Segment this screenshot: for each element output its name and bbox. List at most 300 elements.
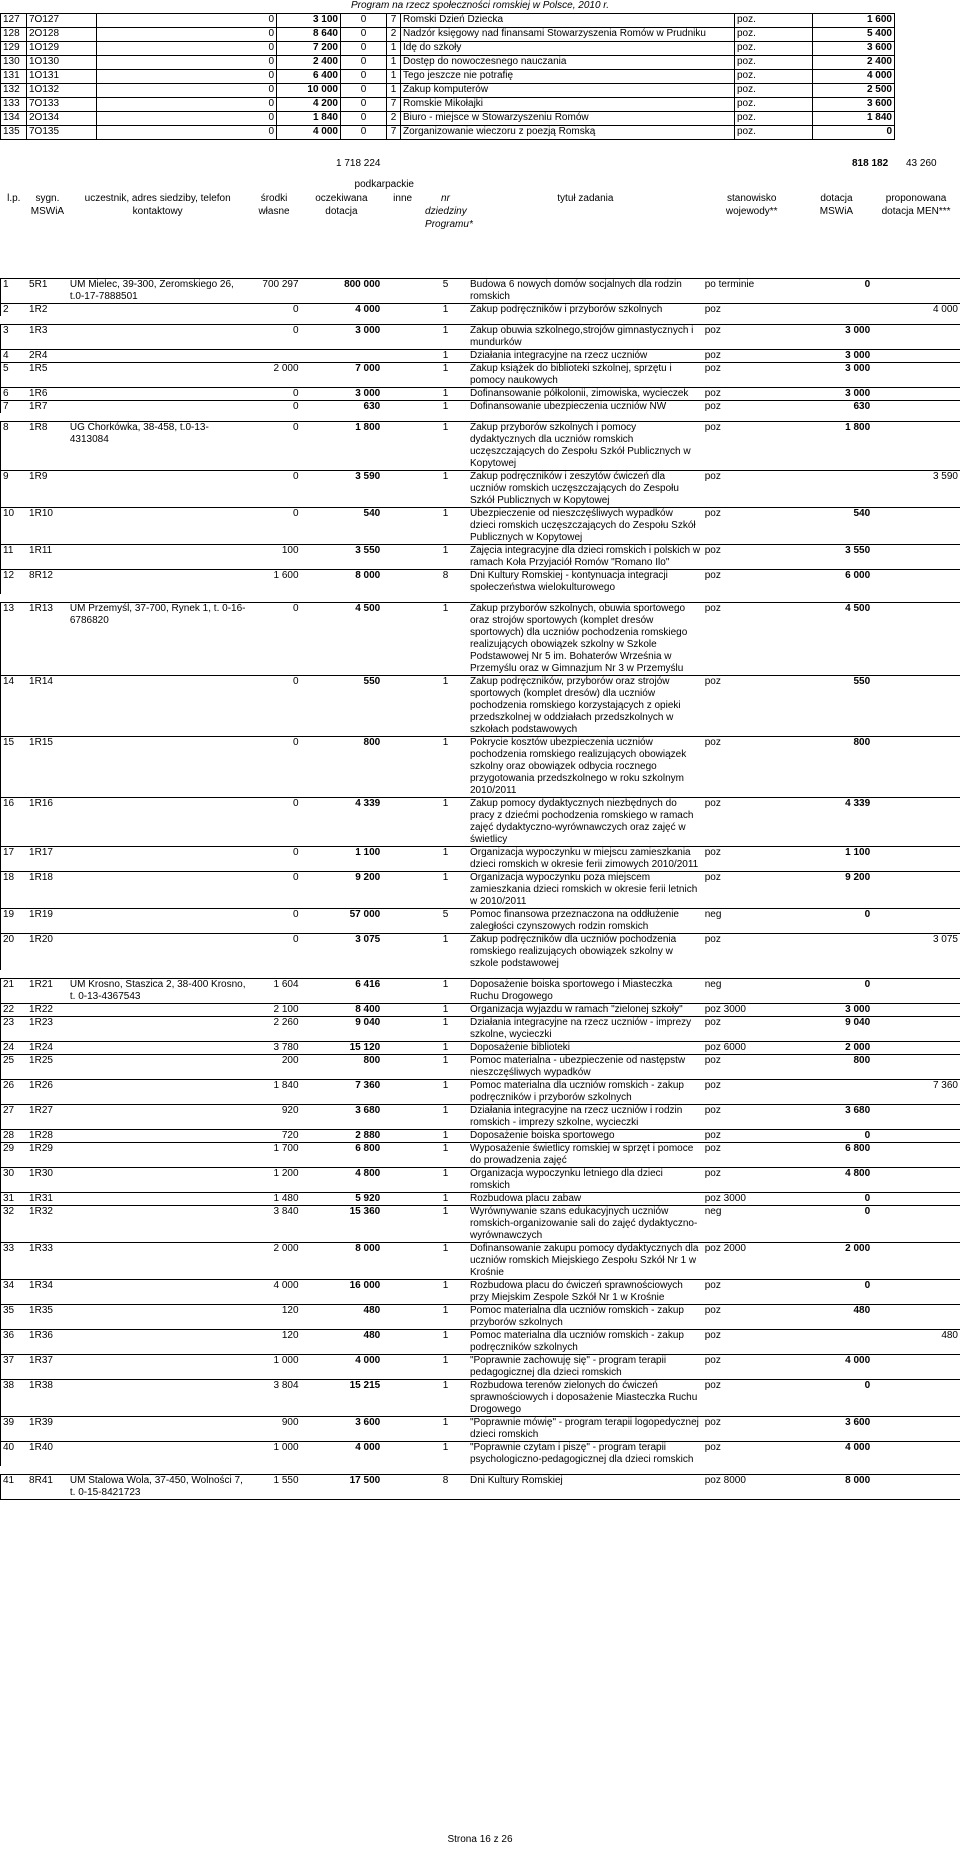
cell-org [68, 1355, 248, 1380]
cell-nr: 1 [423, 979, 468, 1004]
cell-org [68, 1105, 248, 1130]
cell-org [68, 1130, 248, 1143]
cell-st: poz [703, 1280, 801, 1305]
cell-code: 1R10 [27, 508, 68, 545]
cell-own: 0 [248, 401, 301, 414]
group-header: podkarpackie [354, 179, 414, 190]
cell-other: 0 [341, 126, 387, 140]
cell-other [382, 388, 423, 401]
cell-title: "Poprawnie mówię" - program terapii logopedycznej dzieci romskich [468, 1417, 703, 1442]
cell-code: 1R13 [27, 603, 68, 676]
cell-org [68, 388, 248, 401]
cell-st: poz [703, 1130, 801, 1143]
cell-org [68, 847, 248, 872]
table-row [1, 1143, 960, 1168]
total-men: 43 260 [906, 158, 937, 169]
cell-nr: 1 [423, 508, 468, 545]
cell-men [872, 909, 960, 934]
table-row [1, 1168, 960, 1193]
cell-men [872, 545, 960, 570]
cell-code: 1R19 [27, 909, 68, 934]
cell-st: poz [703, 304, 801, 317]
cell-org [68, 1206, 248, 1243]
cell-grant: 4 000 [801, 1442, 872, 1467]
cell-grant: 2 500 [813, 84, 895, 98]
cell-other [382, 909, 423, 934]
cell-no: 23 [1, 1017, 28, 1042]
cell-title: Zakup pomocy dydaktycznych niezbędnych do pracy z dziećmi pochodzenia romskiego w ramach zajęć dydaktyczno-wyrównawczych oraz zajęć w świetlicy [468, 798, 703, 847]
cell-code: 7O127 [27, 14, 97, 28]
cell-est: 7 200 [277, 42, 341, 56]
cell-grant: 9 040 [801, 1017, 872, 1042]
cell-est: 3 100 [277, 14, 341, 28]
cell-st: poz [703, 1380, 801, 1417]
cell-men [872, 872, 960, 909]
cell-nr: 1 [423, 1442, 468, 1467]
cell-title: Zakup przyborów szkolnych i pomocy dydaktycznych dla uczniów romskich uczęszczających do Zespołu Szkół Publicznych w Kopytowej [468, 422, 703, 471]
table-row [1, 1004, 960, 1017]
cell-code: 1R20 [27, 934, 68, 971]
cell-grant: 0 [801, 1206, 872, 1243]
cell-title: Romski Dzień Dziecka [401, 14, 735, 28]
cell-grant: 3 680 [801, 1105, 872, 1130]
cell-other [382, 737, 423, 798]
cell-no: 40 [1, 1442, 28, 1467]
cell-no: 10 [1, 508, 28, 545]
cell-other [382, 676, 423, 737]
table-row [1, 1380, 960, 1417]
cell-men [872, 1004, 960, 1017]
cell-men [872, 1130, 960, 1143]
cell-no: 27 [1, 1105, 28, 1130]
cell-org [68, 1143, 248, 1168]
cell-grant: 0 [801, 1380, 872, 1417]
cell-no: 16 [1, 798, 28, 847]
cell-est: 3 680 [301, 1105, 383, 1130]
cell-st: poz [703, 350, 801, 363]
cell-st: poz [703, 934, 801, 971]
cell-grant: 2 000 [801, 1042, 872, 1055]
cell-other: 0 [341, 98, 387, 112]
cell-grant: 0 [801, 1130, 872, 1143]
cell-est: 6 400 [277, 70, 341, 84]
cell-no: 131 [1, 70, 27, 84]
cell-nr: 1 [423, 603, 468, 676]
cell-own: 700 297 [248, 279, 301, 304]
cell-other [382, 508, 423, 545]
cell-st: poz [703, 1355, 801, 1380]
cell-est: 4 000 [301, 1355, 383, 1380]
cell-own: 1 200 [248, 1168, 301, 1193]
cell-other: 0 [341, 42, 387, 56]
cell-title: Zakup przyborów szkolnych, obuwia sportowego oraz strojów sportowych (komplet dresów sportowych) dla uczniów pochodzenia romskiego realizujących obowiązek szkolny w Szkole Podstawowej Nr 5 im. Bohaterów Września w Przemyślu oraz w Gimnazjum Nr 3 w Przemyślu [468, 603, 703, 676]
cell-grant: 1 100 [801, 847, 872, 872]
col-participant: uczestnik, adres siedziby, telefon kontaktowy [68, 192, 248, 279]
cell-title: Zorganizowanie wieczoru z poezją Romską [401, 126, 735, 140]
cell-org [68, 471, 248, 508]
cell-no: 25 [1, 1055, 28, 1080]
totals-row [0, 158, 960, 172]
cell-st: poz [703, 676, 801, 737]
cell-no: 20 [1, 934, 28, 971]
table-row [1, 401, 960, 414]
cell-nr: 7 [387, 98, 401, 112]
table-row [1, 1130, 960, 1143]
cell-org [68, 1080, 248, 1105]
cell-code: 1R30 [27, 1168, 68, 1193]
cell-org [68, 1168, 248, 1193]
cell-nr: 1 [423, 363, 468, 388]
table-row [1, 1105, 960, 1130]
cell-org [68, 363, 248, 388]
cell-men [872, 325, 960, 350]
cell-grant: 550 [801, 676, 872, 737]
cell-code: 1R40 [27, 1442, 68, 1467]
cell-nr: 1 [423, 1305, 468, 1330]
cell-org [68, 1442, 248, 1467]
cell-own: 1 000 [248, 1355, 301, 1380]
cell-code: 1R39 [27, 1417, 68, 1442]
cell-st: neg [703, 979, 801, 1004]
cell-no: 11 [1, 545, 28, 570]
cell-org [68, 1004, 248, 1017]
cell-est: 540 [301, 508, 383, 545]
cell-st: poz [703, 508, 801, 545]
table-row [1, 872, 960, 909]
cell-title: Pomoc materialna - ubezpieczenie od następstw nieszczęśliwych wypadków [468, 1055, 703, 1080]
cell-own: 0 [97, 112, 277, 126]
cell-grant: 3 000 [801, 1004, 872, 1017]
cell-code: 1R8 [27, 422, 68, 471]
cell-st: poz. [735, 28, 813, 42]
cell-own: 1 700 [248, 1143, 301, 1168]
table-row [1, 545, 960, 570]
cell-code: 1R2 [27, 304, 68, 317]
cell-grant: 5 400 [813, 28, 895, 42]
cell-own: 200 [248, 1055, 301, 1080]
cell-no: 38 [1, 1380, 28, 1417]
cell-no: 128 [1, 28, 27, 42]
cell-own: 720 [248, 1130, 301, 1143]
cell-code: 1R21 [27, 979, 68, 1004]
cell-org [68, 1243, 248, 1280]
table-row [1, 1017, 960, 1042]
cell-est: 800 000 [301, 279, 383, 304]
cell-code: 1O132 [27, 84, 97, 98]
cell-no: 130 [1, 56, 27, 70]
cell-org [68, 570, 248, 595]
cell-no: 41 [1, 1475, 28, 1500]
cell-nr: 1 [423, 1143, 468, 1168]
cell-grant: 6 000 [801, 570, 872, 595]
cell-code: 1R29 [27, 1143, 68, 1168]
cell-org [68, 1193, 248, 1206]
cell-no: 7 [1, 401, 28, 414]
cell-men [872, 1380, 960, 1417]
cell-grant: 800 [801, 1055, 872, 1080]
cell-nr: 1 [423, 1168, 468, 1193]
cell-nr: 1 [423, 872, 468, 909]
cell-own: 0 [248, 847, 301, 872]
cell-nr: 1 [423, 1206, 468, 1243]
cell-code: 1R31 [27, 1193, 68, 1206]
col-voivode: stanowisko wojewody** [703, 192, 801, 279]
cell-men [872, 1305, 960, 1330]
cell-nr: 1 [423, 1080, 468, 1105]
cell-st: poz 3000 [703, 1193, 801, 1206]
cell-grant [801, 304, 872, 317]
cell-men [872, 979, 960, 1004]
cell-men: 3 075 [872, 934, 960, 971]
cell-st: poz [703, 1105, 801, 1130]
cell-code: 1R27 [27, 1105, 68, 1130]
cell-men [872, 1017, 960, 1042]
cell-own: 1 480 [248, 1193, 301, 1206]
cell-title: Pomoc finansowa przeznaczona na oddłużenie zaległości czynszowych rodzin romskich [468, 909, 703, 934]
cell-men [872, 1280, 960, 1305]
cell-est: 4 800 [301, 1168, 383, 1193]
cell-nr: 2 [387, 112, 401, 126]
cell-nr: 5 [423, 909, 468, 934]
cell-men [872, 350, 960, 363]
cell-own: 0 [97, 70, 277, 84]
cell-no: 19 [1, 909, 28, 934]
cell-nr: 1 [387, 84, 401, 98]
cell-no: 33 [1, 1243, 28, 1280]
cell-own: 1 550 [248, 1475, 301, 1500]
cell-own: 0 [97, 56, 277, 70]
cell-org: UM Mielec, 39-300, Żeromskiego 26, t.0-17-7888501 [68, 279, 248, 304]
cell-est: 3 000 [301, 325, 383, 350]
cell-title: Wyposażenie świetlicy romskiej w sprzęt i pomoce do prowadzenia zajęć [468, 1143, 703, 1168]
cell-grant: 4 500 [801, 603, 872, 676]
cell-nr: 1 [423, 388, 468, 401]
cell-est: 7 360 [301, 1080, 383, 1105]
cell-men [872, 508, 960, 545]
cell-est: 6 416 [301, 979, 383, 1004]
cell-title: Rozbudowa terenów zielonych do ćwiczeń sprawnościowych i doposażenie Miasteczka Ruchu Drogowego [468, 1380, 703, 1417]
cell-other [382, 1417, 423, 1442]
cell-est: 3 075 [301, 934, 383, 971]
cell-men [872, 1475, 960, 1500]
cell-code: 7O135 [27, 126, 97, 140]
cell-org: UM Krosno, Staszica 2, 38-400 Krosno, t. 0-13-4367543 [69, 979, 246, 1002]
cell-grant: 3 000 [801, 350, 872, 363]
cell-est: 1 840 [277, 112, 341, 126]
cell-st: poz [703, 388, 801, 401]
cell-code: 1R37 [27, 1355, 68, 1380]
cell-other [382, 570, 423, 595]
cell-no: 35 [1, 1305, 28, 1330]
table-row [1, 1330, 960, 1355]
cell-st: poz [703, 1055, 801, 1080]
cell-grant: 1 800 [801, 422, 872, 471]
cell-st: poz. [735, 14, 813, 28]
spacer-row [1, 1466, 960, 1475]
cell-title: Dofinansowanie ubezpieczenia uczniów NW [468, 401, 703, 414]
table-row [1, 363, 960, 388]
cell-grant: 1 840 [813, 112, 895, 126]
cell-st: poz. [735, 56, 813, 70]
cell-title: Zakup podręczników i przyborów szkolnych [468, 304, 703, 317]
cell-st: poz [703, 603, 801, 676]
table-row [1, 603, 960, 676]
cell-other [382, 1355, 423, 1380]
cell-grant: 9 200 [801, 872, 872, 909]
cell-title: Pomoc materialna dla uczniów romskich - zakup przyborów szkolnych [468, 1305, 703, 1330]
cell-est: 57 000 [301, 909, 383, 934]
cell-title: Działania integracyjne na rzecz uczniów i rodzin romskich - imprezy szkolne, wycieczki [468, 1105, 703, 1130]
cell-est: 15 120 [301, 1042, 383, 1055]
cell-own: 0 [248, 471, 301, 508]
cell-other [382, 350, 423, 363]
table-row [1, 1355, 960, 1380]
col-other: inne [382, 192, 423, 279]
cell-title: Doposażenie boiska sportowego [468, 1130, 703, 1143]
cell-men [872, 798, 960, 847]
table-row [1, 979, 960, 1004]
cell-title: Wyrównywanie szans edukacyjnych uczniów romskich-organizowanie sali do zajęć dydaktyczno-wyrównawczych [468, 1206, 703, 1243]
cell-no: 135 [1, 126, 27, 140]
cell-own: 0 [248, 676, 301, 737]
table-row [1, 325, 960, 350]
top-table-row [1, 14, 960, 28]
cell-nr: 1 [423, 1330, 468, 1355]
page-footer: Strona 16 z 26 [447, 1834, 513, 1845]
cell-no: 26 [1, 1080, 28, 1105]
cell-est: 480 [301, 1330, 383, 1355]
cell-title: Działania integracyjne na rzecz uczniów [468, 350, 703, 363]
cell-no: 39 [1, 1417, 28, 1442]
cell-code: 2R4 [27, 350, 68, 363]
table-row [1, 1305, 960, 1330]
cell-est: 9 040 [301, 1017, 383, 1042]
cell-own: 100 [248, 545, 301, 570]
cell-title: Rozbudowa placu zabaw [468, 1193, 703, 1206]
cell-grant: 480 [801, 1305, 872, 1330]
cell-own [248, 350, 301, 363]
cell-own: 3 804 [248, 1380, 301, 1417]
cell-men: 480 [872, 1330, 960, 1355]
top-table-row [1, 70, 960, 84]
cell-est: 4 339 [301, 798, 383, 847]
cell-other [382, 401, 423, 414]
cell-org [68, 798, 248, 847]
cell-st: poz. [735, 112, 813, 126]
cell-org [68, 1017, 248, 1042]
cell-own: 2 000 [248, 363, 301, 388]
cell-est: 3 000 [301, 388, 383, 401]
cell-nr: 1 [423, 1243, 468, 1280]
table-row [1, 508, 960, 545]
cell-code: 1R18 [27, 872, 68, 909]
top-table-row [1, 126, 960, 140]
cell-st: neg [703, 909, 801, 934]
cell-st: poz [703, 570, 801, 595]
cell-est: 4 200 [277, 98, 341, 112]
cell-own: 120 [248, 1305, 301, 1330]
total-expected: 1 718 224 [336, 158, 381, 169]
cell-org [68, 1055, 248, 1080]
cell-other: 0 [341, 56, 387, 70]
cell-code: 5R1 [27, 279, 68, 304]
cell-est: 5 920 [301, 1193, 383, 1206]
cell-nr: 1 [423, 1042, 468, 1055]
cell-other: 0 [341, 84, 387, 98]
cell-grant: 4 339 [801, 798, 872, 847]
cell-nr: 1 [423, 545, 468, 570]
table-row [1, 1417, 960, 1442]
cell-grant: 6 800 [801, 1143, 872, 1168]
cell-own: 0 [248, 304, 301, 317]
cell-own: 0 [248, 422, 301, 471]
cell-code: 1R25 [27, 1055, 68, 1080]
cell-st: poz [703, 1330, 801, 1355]
cell-grant: 3 600 [813, 42, 895, 56]
cell-men [872, 401, 960, 414]
cell-nr: 1 [423, 304, 468, 317]
cell-own: 2 100 [248, 1004, 301, 1017]
cell-own: 0 [97, 98, 277, 112]
table-row [1, 1042, 960, 1055]
cell-no: 12 [1, 570, 28, 595]
cell-nr: 2 [387, 28, 401, 42]
spacer-row [1, 316, 960, 325]
cell-own: 0 [248, 872, 301, 909]
cell-est: 15 360 [301, 1206, 383, 1243]
cell-est: 3 600 [301, 1417, 383, 1442]
cell-title: Zakup obuwia szkolnego,strojów gimnastycznych i mundurków [468, 325, 703, 350]
cell-st: poz [703, 325, 801, 350]
cell-title: Organizacja wypoczynku poza miejscem zamieszkania dzieci romskich w okresie ferii letnich w 2010/2011 [468, 872, 703, 909]
cell-est: 2 880 [301, 1130, 383, 1143]
cell-title: Dni Kultury Romskiej [468, 1475, 703, 1500]
cell-no: 4 [1, 350, 28, 363]
cell-nr: 1 [423, 1193, 468, 1206]
cell-nr: 1 [423, 1004, 468, 1017]
cell-est: 4 000 [301, 1442, 383, 1467]
cell-other [382, 1475, 423, 1500]
cell-code: 1R36 [27, 1330, 68, 1355]
cell-own: 0 [248, 325, 301, 350]
cell-org [68, 304, 248, 317]
cell-men [872, 363, 960, 388]
cell-no: 22 [1, 1004, 28, 1017]
cell-st: poz [703, 363, 801, 388]
cell-no: 31 [1, 1193, 28, 1206]
cell-own: 0 [248, 603, 301, 676]
cell-title: "Poprawnie zachowuję się" - program terapii pedagogicznej dla dzieci romskich [468, 1355, 703, 1380]
cell-org [68, 934, 248, 971]
cell-code: 1O131 [27, 70, 97, 84]
cell-title: Działania integracyjne na rzecz uczniów - imprezy szkolne, wycieczki [468, 1017, 703, 1042]
cell-nr: 1 [423, 798, 468, 847]
cell-st: poz. [735, 42, 813, 56]
cell-own: 0 [97, 126, 277, 140]
cell-est: 6 800 [301, 1143, 383, 1168]
cell-own: 920 [248, 1105, 301, 1130]
cell-nr: 1 [423, 422, 468, 471]
top-table-row [1, 42, 960, 56]
cell-men [872, 847, 960, 872]
table-row [1, 1080, 960, 1105]
cell-other [382, 934, 423, 971]
cell-grant: 0 [813, 126, 895, 140]
cell-title: Dostęp do nowoczesnego nauczania [401, 56, 735, 70]
cell-org [68, 1305, 248, 1330]
cell-grant: 0 [801, 909, 872, 934]
col-sygn: sygn. MSWiA [27, 192, 68, 279]
